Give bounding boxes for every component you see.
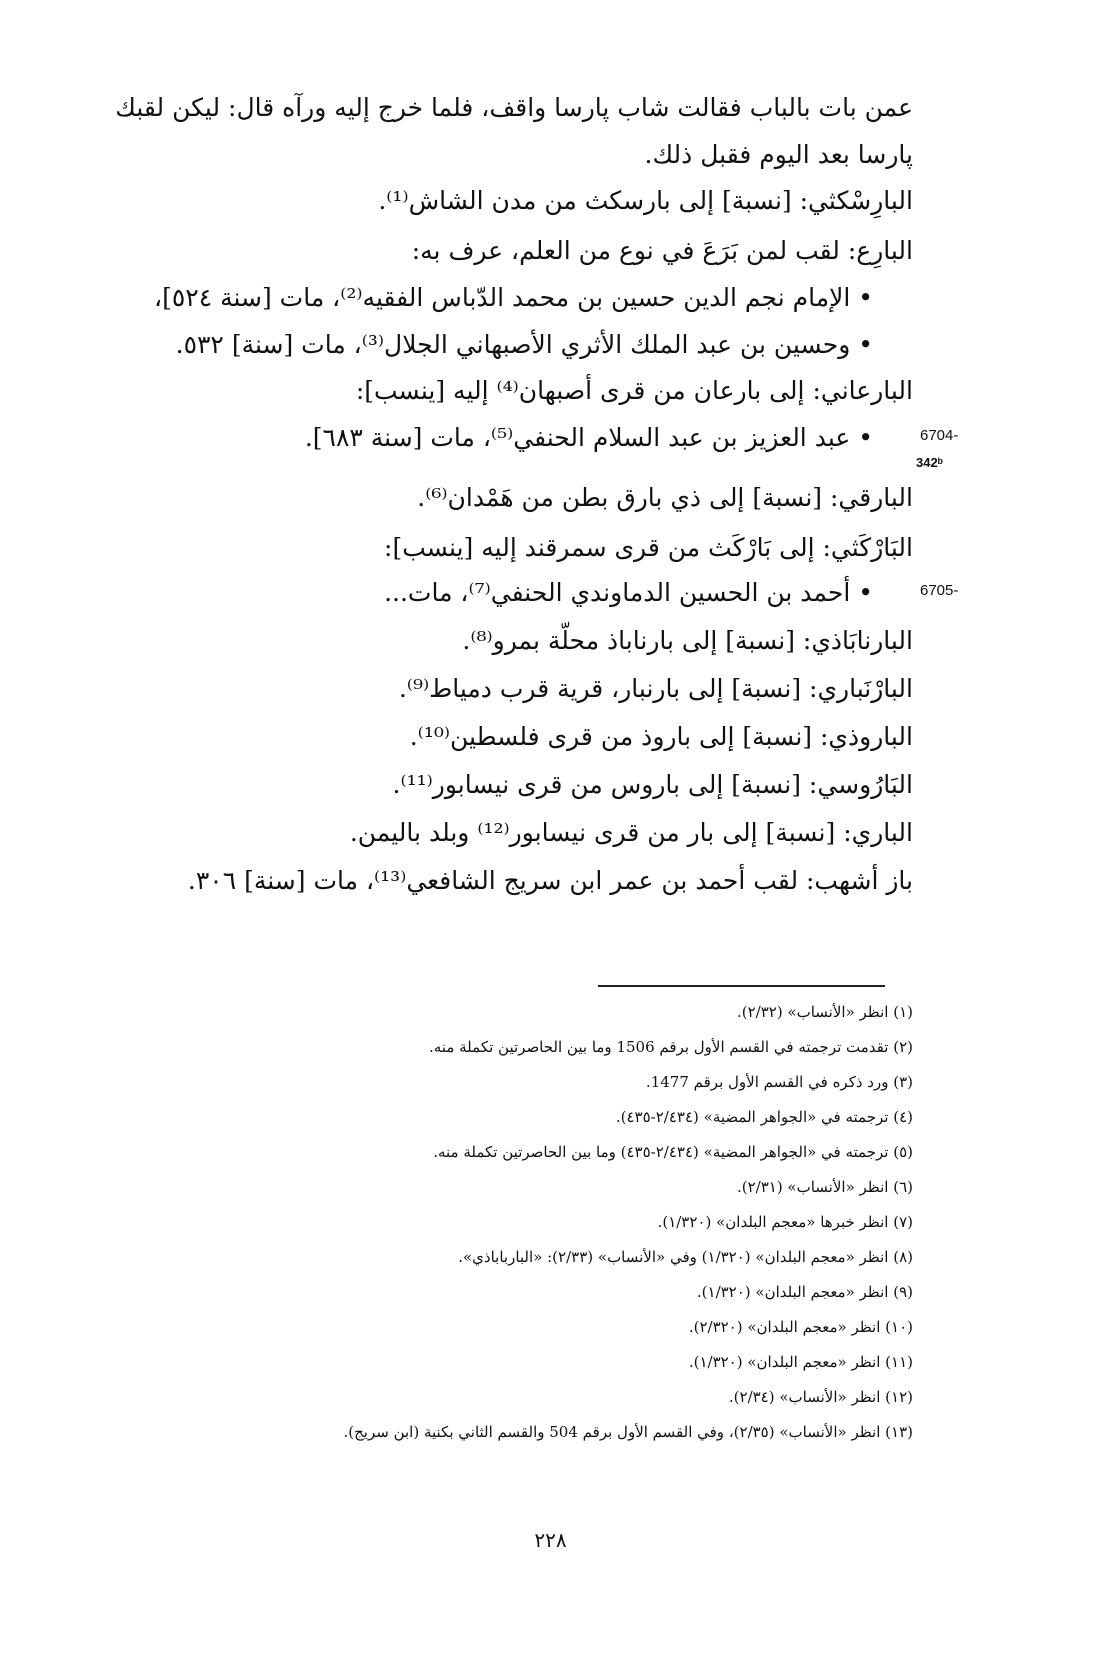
footnote: (٥) ترجمته في «الجواهر المضية» (٢/٤٣٤-٤٣٥) وما بين الحاصرتين تكملة منه. [433, 1143, 913, 1161]
text-line: عمن بات بالباب فقالت شاب پارسا واقف، فلما خرج إليه ورآه قال: ليكن لقبك [115, 93, 913, 122]
footnote: (٣) ورد ذكره في القسم الأول برقم 1477. [645, 1073, 913, 1091]
bullet-item: • وحسين بن عبد الملك الأثري الأصبهاني الجلال⁽³⁾، مات [سنة] ٥٣٢. [176, 332, 873, 357]
footnote: (٨) انظر «معجم البلدان» (١/٣٢٠) وفي «الأنساب» (٢/٣٣): «البارباباذي». [458, 1248, 913, 1266]
margin-folio-ref: 342ᵇ [916, 455, 943, 470]
entry-heading: البَارُوسي: [نسبة] إلى باروس من قرى نيسابور⁽¹¹⁾. [392, 770, 913, 799]
footnote: (١٠) انظر «معجم البلدان» (٢/٣٢٠). [688, 1318, 913, 1336]
page-number: ٢٢٨ [534, 1528, 567, 1552]
footnote-divider [598, 985, 885, 987]
entry-heading: البارِسْكثي: [نسبة] إلى بارسكث من مدن الشاش⁽¹⁾. [378, 186, 913, 215]
entry-heading: البارِع: لقب لمن بَرَعَ في نوع من العلم، عرف به: [411, 236, 913, 265]
bullet-item: • عبد العزيز بن عبد السلام الحنفي⁽⁵⁾، مات [سنة ٦٨٣]. [305, 425, 873, 450]
margin-entry-number: 6704- [920, 427, 959, 444]
entry-heading: البارْنَباري: [نسبة] إلى بارنبار، قرية قرب دمياط⁽⁹⁾. [398, 674, 913, 703]
entry-heading: البارنابَاذي: [نسبة] إلى بارناباذ محلّة بمرو⁽⁸⁾. [462, 626, 913, 655]
footnote: (٤) ترجمته في «الجواهر المضية» (٢/٤٣٤-٤٣٥). [615, 1108, 913, 1126]
entry-heading: البَارْكَثي: إلى بَارْكَث من قرى سمرقند إليه [ينسب]: [384, 533, 913, 562]
footnote: (١٣) انظر «الأنساب» (٢/٣٥)، وفي القسم الأول برقم 504 والقسم الثاني بكنية (ابن سريج). [343, 1423, 913, 1441]
entry-heading: الباروذي: [نسبة] إلى باروذ من قرى فلسطين⁽¹⁰⁾. [409, 722, 913, 751]
footnote: (١) انظر «الأنساب» (٢/٣٢). [736, 1003, 913, 1021]
entry-heading: باز أشهب: لقب أحمد بن عمر ابن سريج الشافعي⁽¹³⁾، مات [سنة] ٣٠٦. [187, 866, 913, 895]
bullet-item: • أحمد بن الحسين الدماوندي الحنفي⁽⁷⁾، مات... [384, 580, 873, 605]
bullet-item: • الإمام نجم الدين حسين بن محمد الدّباس الفقيه⁽²⁾، مات [سنة ٥٢٤]، [154, 285, 873, 310]
text-line: پارسا بعد اليوم فقبل ذلك. [644, 140, 913, 169]
entry-heading: الباري: [نسبة] إلى بار من قرى نيسابور⁽¹²⁾ وبلد باليمن. [349, 818, 913, 847]
footnote: (٧) انظر خبرها «معجم البلدان» (١/٣٢٠). [657, 1213, 913, 1231]
footnote: (٩) انظر «معجم البلدان» (١/٣٢٠). [696, 1283, 913, 1301]
footnote: (١١) انظر «معجم البلدان» (١/٣٢٠). [688, 1353, 913, 1371]
footnote: (٦) انظر «الأنساب» (٢/٣١). [736, 1178, 913, 1196]
entry-heading: البارقي: [نسبة] إلى ذي بارق بطن من هَمْدان⁽⁶⁾. [417, 483, 913, 512]
footnote: (١٢) انظر «الأنساب» (٢/٣٤). [728, 1388, 913, 1406]
margin-entry-number: 6705- [920, 582, 959, 599]
entry-heading: البارعاني: إلى بارعان من قرى أصبهان⁽⁴⁾ إليه [ينسب]: [355, 376, 913, 405]
footnote: (٢) تقدمت ترجمته في القسم الأول برقم 1506 وما بين الحاصرتين تكملة منه. [429, 1038, 913, 1056]
